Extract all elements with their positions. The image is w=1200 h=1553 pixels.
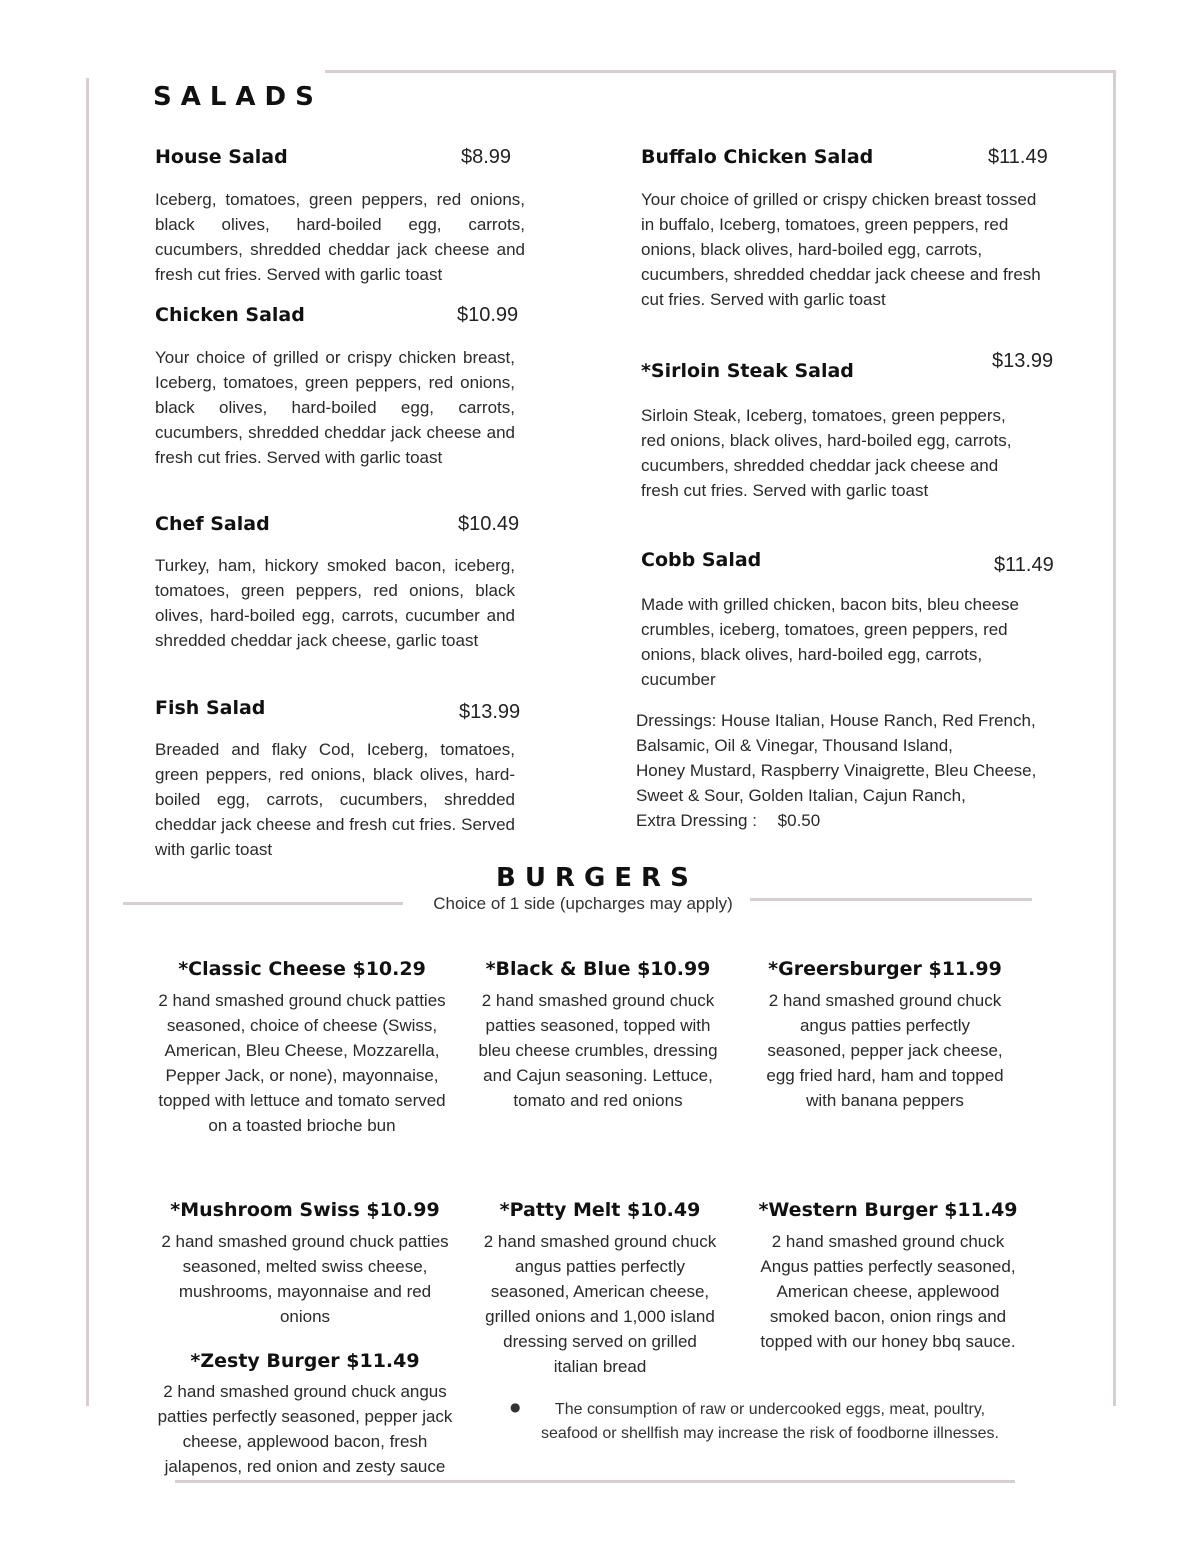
item-name: Buffalo Chicken Salad bbox=[641, 146, 874, 168]
item-description: Made with grilled chicken, bacon bits, bleu cheese crumbles, iceberg, tomatoes, green peppers, red onions, black olives, hard-boiled egg, carrots, cucumber bbox=[641, 595, 1019, 689]
extra-dressing bbox=[636, 808, 1076, 833]
burger-description: 2 hand smashed ground chuck angus patties perfectly seasoned, pepper jack cheese, egg fried hard, ham and topped with banana peppers bbox=[766, 991, 1004, 1110]
item-name: Chicken Salad bbox=[155, 304, 305, 326]
burger-description: 2 hand smashed ground chuck angus patties perfectly seasoned, pepper jack cheese, applewood bacon, fresh jalapenos, red onion and zesty sauce bbox=[157, 1382, 453, 1476]
dressings-line-2: Balsamic, Oil & Vinegar, Thousand Island, bbox=[636, 736, 953, 755]
burgers-subtitle: Choice of 1 side (upcharges may apply) bbox=[417, 894, 749, 914]
burger-description: 2 hand smashed ground chuck patties seasoned, choice of cheese (Swiss, American, Bleu Cheese, Mozzarella, Pepper Jack, or none), mayonnaise, topped with lettuce and tomato served on a toasted brioche bun bbox=[158, 991, 446, 1135]
burger-black-and-blue bbox=[478, 956, 718, 1113]
item-description: Iceberg, tomatoes, green peppers, red onions, black olives, hard-boiled egg, carrots, cucumbers, shredded cheddar jack cheese and fresh cut fries. Served with garlic toast bbox=[155, 190, 525, 284]
burger-name: *Black & Blue $10.99 bbox=[485, 958, 711, 980]
item-price: $13.99 bbox=[459, 701, 521, 723]
item-price: $11.49 bbox=[988, 146, 1048, 168]
burger-description: 2 hand smashed ground chuck Angus patties perfectly seasoned, American cheese, applewood smoked bacon, onion rings and topped with our honey bbq sauce. bbox=[760, 1232, 1016, 1351]
burger-zesty bbox=[155, 1348, 455, 1479]
burger-western bbox=[758, 1197, 1018, 1354]
dressings-line-4: Sweet & Sour, Golden Italian, Cajun Ranch, bbox=[636, 786, 966, 805]
item-name: Chef Salad bbox=[155, 513, 270, 535]
burger-patty-melt bbox=[480, 1197, 720, 1379]
burger-classic-cheese bbox=[152, 956, 452, 1138]
item-name: House Salad bbox=[155, 146, 288, 168]
item-description: Your choice of grilled or crispy chicken breast, Iceberg, tomatoes, green peppers, red onions, black olives, hard-boiled egg, carrots, cucumbers, shredded cheddar jack cheese and fresh cut fries. Served with garlic toast bbox=[155, 348, 515, 467]
burger-name: *Western Burger $11.49 bbox=[758, 1199, 1018, 1221]
item-name: *Sirloin Steak Salad bbox=[641, 360, 854, 382]
burger-description: 2 hand smashed ground chuck patties seasoned, topped with bleu cheese crumbles, dressing and Cajun seasoning. Lettuce, tomato and red onions bbox=[478, 991, 718, 1110]
item-name: Cobb Salad bbox=[641, 549, 762, 571]
burger-name: *Greersburger $11.99 bbox=[768, 958, 1002, 980]
burger-mushroom-swiss bbox=[155, 1197, 455, 1329]
dressings-line-1: Dressings: House Italian, House Ranch, Red French, bbox=[636, 711, 1036, 730]
burgers-rule-right bbox=[750, 898, 1032, 901]
burger-name: *Zesty Burger $11.49 bbox=[190, 1350, 420, 1372]
salads-heading: SALADS bbox=[153, 82, 323, 112]
frame-left-line bbox=[86, 78, 89, 1406]
burgers-rule-left bbox=[123, 902, 403, 905]
burger-name: *Classic Cheese $10.29 bbox=[178, 958, 426, 980]
dressings-line-3: Honey Mustard, Raspberry Vinaigrette, Bleu Cheese, bbox=[636, 761, 1037, 780]
burger-name: *Patty Melt $10.49 bbox=[499, 1199, 701, 1221]
burger-name: *Mushroom Swiss $10.99 bbox=[170, 1199, 440, 1221]
extra-dressing-price: $0.50 bbox=[777, 811, 821, 830]
frame-top-line bbox=[325, 70, 1116, 73]
frame-bottom-line bbox=[175, 1480, 1015, 1483]
burger-description: 2 hand smashed ground chuck patties seasoned, melted swiss cheese, mushrooms, mayonnaise and red onions bbox=[161, 1232, 449, 1326]
item-price: $11.49 bbox=[994, 554, 1054, 576]
burger-description: 2 hand smashed ground chuck angus patties perfectly seasoned, American cheese, grilled onions and 1,000 island dressing served on grilled italian bread bbox=[483, 1232, 717, 1376]
burgers-heading: BURGERS bbox=[496, 863, 698, 893]
item-description: Breaded and flaky Cod, Iceberg, tomatoes, green peppers, red onions, black olives, hard-boiled egg, carrots, cucumbers, shredded cheddar jack cheese and fresh cut fries. Served with garlic toast bbox=[155, 740, 515, 859]
item-description: Your choice of grilled or crispy chicken breast tossed in buffalo, Iceberg, tomatoes, green peppers, red onions, black olives, hard-boiled egg, carrots, cucumbers, shredded cheddar jack cheese and fresh cut fries. Served with garlic toast bbox=[641, 190, 1041, 309]
item-price: $10.99 bbox=[457, 304, 519, 326]
notice-bullet: ● bbox=[510, 1400, 521, 1414]
item-price: $8.99 bbox=[461, 146, 512, 168]
item-description: Turkey, ham, hickory smoked bacon, iceberg, tomatoes, green peppers, red onions, black olives, hard-boiled egg, carrots, cucumber and shredded cheddar jack cheese, garlic toast bbox=[155, 556, 515, 650]
item-price: $13.99 bbox=[992, 350, 1054, 372]
dressings-list bbox=[636, 708, 1076, 833]
burger-greersburger bbox=[760, 956, 1010, 1113]
frame-right-line bbox=[1113, 70, 1116, 1406]
item-description: Sirloin Steak, Iceberg, tomatoes, green peppers, red onions, black olives, hard-boiled egg, carrots, cucumbers, shredded cheddar jack cheese and fresh cut fries. Served with garlic toast bbox=[641, 406, 1012, 500]
extra-dressing-label: Extra Dressing : bbox=[636, 811, 757, 830]
food-safety-notice: The consumption of raw or undercooked eggs, meat, poultry, seafood or shellfish may increase the risk of foodborne illnesses. bbox=[540, 1401, 999, 1442]
item-name: Fish Salad bbox=[155, 697, 266, 719]
item-price: $10.49 bbox=[458, 513, 520, 535]
